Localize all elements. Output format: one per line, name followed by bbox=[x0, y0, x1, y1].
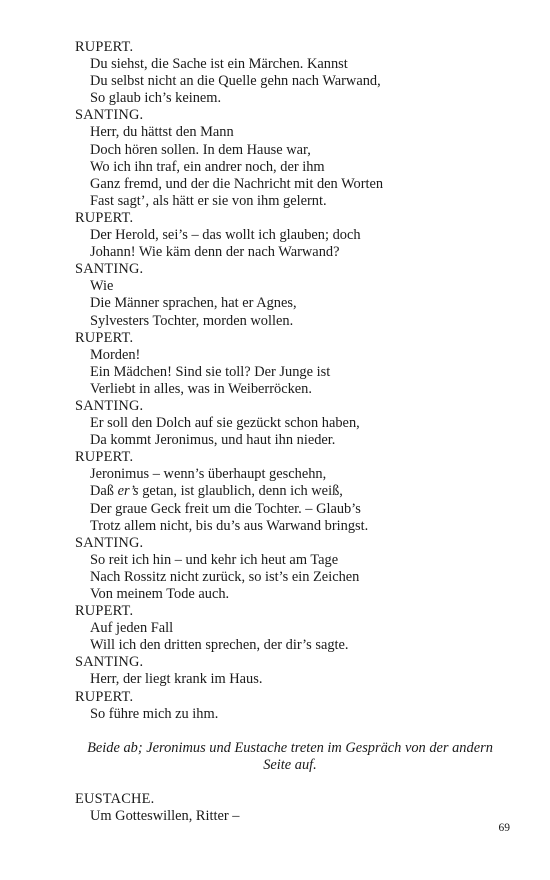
speaker-name: SANTING. bbox=[75, 107, 144, 124]
speaker-name: SANTING. bbox=[75, 534, 144, 551]
speaker-name: RUPERT. bbox=[75, 449, 134, 466]
verse-line: Trotz allem nicht, bis du’s aus Warwand bringst. bbox=[90, 517, 369, 534]
verse-line: Wo ich ihn traf, ein andrer noch, der ihm bbox=[90, 158, 325, 175]
verse-line: Herr, der liegt krank im Haus. bbox=[90, 671, 263, 688]
verse-line: So führe mich zu ihm. bbox=[90, 705, 219, 722]
verse-line: Jeronimus – wenn’s überhaupt geschehn, bbox=[90, 466, 327, 483]
verse-line: Ganz fremd, und der die Nachricht mit den Worten bbox=[90, 175, 384, 192]
stage-direction-line: Beide ab; Jeronimus und Eustache treten im Gespräch von der andern bbox=[87, 739, 493, 756]
speaker-name: RUPERT. bbox=[75, 603, 134, 620]
speaker-name: RUPERT. bbox=[75, 688, 134, 705]
verse-text-segment: Daß bbox=[90, 483, 118, 500]
verse-line: Johann! Wie käm denn der nach Warwand? bbox=[90, 244, 340, 261]
speaker-name: SANTING. bbox=[75, 261, 144, 278]
verse-line: So glaub ich’s keinem. bbox=[90, 90, 222, 107]
speaker-name: SANTING. bbox=[75, 397, 144, 414]
verse-line: Sylvesters Tochter, morden wollen. bbox=[90, 312, 294, 329]
speaker-name: RUPERT. bbox=[75, 209, 134, 226]
verse-line: Ein Mädchen! Sind sie toll? Der Junge ist bbox=[90, 363, 331, 380]
speaker-name: EUSTACHE. bbox=[75, 790, 155, 807]
page-number: 69 bbox=[498, 822, 510, 834]
speaker-name: RUPERT. bbox=[75, 329, 134, 346]
emphasized-word: er’s bbox=[117, 483, 139, 500]
verse-line: Fast sagt’, als hätt er sie von ihm gelernt. bbox=[90, 192, 327, 209]
speaker-name: RUPERT. bbox=[75, 39, 134, 55]
verse-line: Da kommt Jeronimus, und haut ihn nieder. bbox=[90, 432, 336, 449]
verse-line: So reit ich hin – und kehr ich heut am Tage bbox=[90, 551, 339, 568]
verse-line: Der Herold, sei’s – das wollt ich glauben; doch bbox=[90, 227, 361, 244]
verse-line: Von meinem Tode auch. bbox=[90, 586, 230, 602]
verse-line: Auf jeden Fall bbox=[90, 620, 174, 637]
verse-text-segment: getan, ist glaublich, denn ich weiß, bbox=[138, 483, 343, 500]
verse-line: Morden! bbox=[90, 346, 141, 363]
verse-line: Doch hören sollen. In dem Hause war, bbox=[90, 141, 311, 158]
verse-line: Herr, du hättst den Mann bbox=[90, 124, 234, 141]
verse-line: Die Männer sprachen, hat er Agnes, bbox=[90, 295, 297, 312]
verse-line: Nach Rossitz nicht zurück, so ist’s ein Zeichen bbox=[90, 568, 360, 585]
stage-direction-line: Seite auf. bbox=[263, 756, 317, 773]
verse-line: Du selbst nicht an die Quelle gehn nach Warwand, bbox=[90, 73, 381, 90]
verse-line: Er soll den Dolch auf sie gezückt schon haben, bbox=[90, 415, 360, 432]
verse-line: Will ich den dritten sprechen, der dir’s sagte. bbox=[90, 637, 349, 654]
verse-line bbox=[75, 483, 515, 500]
verse-line: Der graue Geck freit um die Tochter. – Glaub’s bbox=[90, 500, 361, 517]
verse-line: Wie bbox=[90, 278, 114, 295]
verse-line: Du siehst, die Sache ist ein Märchen. Kannst bbox=[90, 56, 348, 73]
verse-line: Verliebt in alles, was in Weiberröcken. bbox=[90, 380, 312, 397]
speaker-name: SANTING. bbox=[75, 654, 144, 671]
verse-line: Um Gotteswillen, Ritter – bbox=[90, 808, 240, 825]
stage-direction bbox=[75, 740, 505, 774]
play-text bbox=[75, 39, 515, 825]
